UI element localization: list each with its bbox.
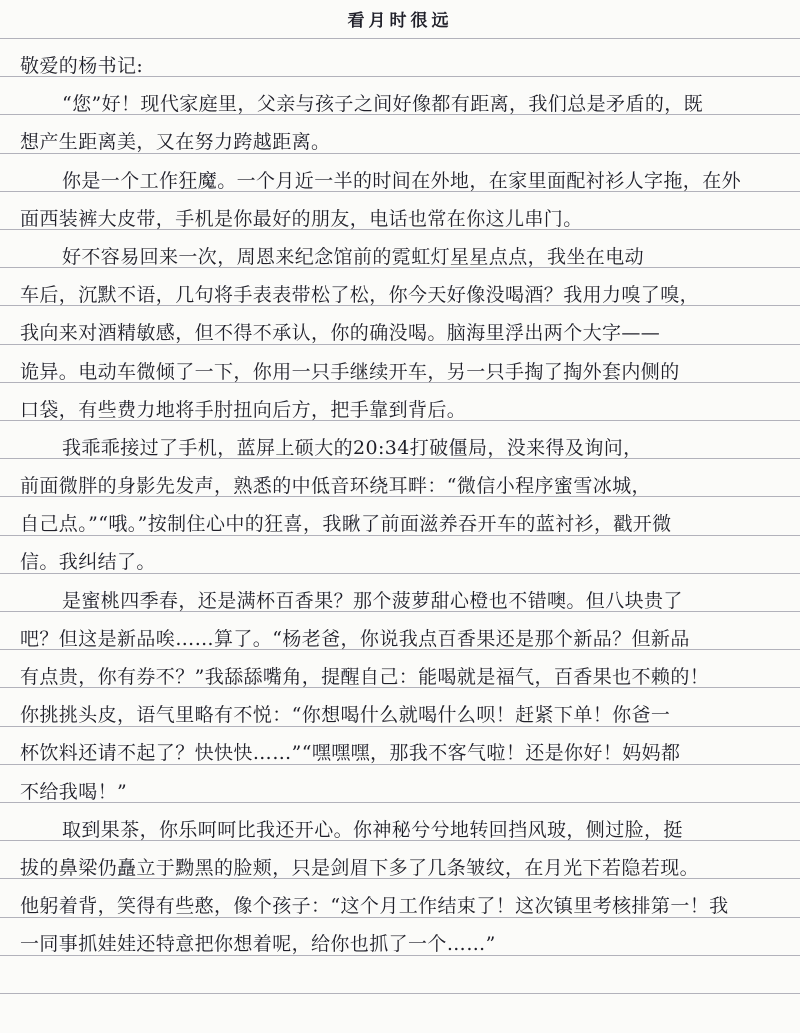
text-line: 你挑挑头皮，语气里略有不悦：“你想喝什么就喝什么呗！赶紧下单！你爸一 xyxy=(20,704,671,727)
text-line: 我乖乖接过了手机，蓝屏上硕大的20:34打破僵局，没来得及询问， xyxy=(62,436,643,459)
text-line: 不给我喝！” xyxy=(20,780,128,803)
text-line: 好不容易回来一次，周恩来纪念馆前的霓虹灯星星点点，我坐在电动 xyxy=(62,245,645,268)
ruled-line xyxy=(0,38,800,39)
text-line: 信。我纠结了。 xyxy=(20,551,156,574)
text-line: 面西装裤大皮带，手机是你最好的朋友，电话也常在你这儿串门。 xyxy=(20,207,583,230)
text-line: 我向来对酒精敏感，但不得不承认，你的确没喝。脑海里浮出两个大字—— xyxy=(20,322,661,345)
text-line: 诡异。电动车微倾了一下，你用一只手继续开车，另一只手掏了掏外套内侧的 xyxy=(20,360,680,383)
text-line: 一同事抓娃娃还特意把你想着呢，给你也抓了一个……” xyxy=(20,933,496,956)
salutation: 敬爱的杨书记: xyxy=(20,55,144,77)
text-line: 前面微胖的身影先发声，熟悉的中低音环绕耳畔：“微信小程序蜜雪冰城， xyxy=(20,475,651,498)
text-line: 有点贵，你有券不？”我舔舔嘴角，提醒自己：能喝就是福气，百香果也不赖的！ xyxy=(20,666,710,688)
text-line: 你是一个工作狂魔。一个月近一半的时间在外地，在家里面配衬衫人字拖，在外 xyxy=(62,169,742,192)
letter-title: 看月时很远 xyxy=(347,11,453,31)
text-line: 杯饮料还请不起了？快快快……”“嘿嘿嘿，那我不客气啦！还是你好！妈妈都 xyxy=(20,742,681,765)
text-line: 取到果茶，你乐呵呵比我还开心。你神秘兮兮地转回挡风玻，侧过脸，挺 xyxy=(62,818,683,841)
text-line: 拔的鼻梁仍矗立于黝黑的脸颊，只是剑眉下多了几条皱纹，在月光下若隐若现。 xyxy=(20,856,700,879)
text-line: 口袋，有些费力地将手肘扭向后方，把手靠到背后。 xyxy=(20,398,467,421)
ruled-line xyxy=(0,993,800,994)
text-line: “您”好！现代家庭里，父亲与孩子之间好像都有距离，我们总是矛盾的，既 xyxy=(62,93,704,116)
text-line: 车后，沉默不语，几句将手表表带松了松，你今天好像没喝酒？我用力嗅了嗅， xyxy=(20,284,700,307)
text-line: 他躬着背，笑得有些憨，像个孩子：“这个月工作结束了！这次镇里考核排第一！我 xyxy=(20,895,729,918)
text-line: 自己点。”“哦。”按制住心中的狂喜，我瞅了前面滋养吞开车的蓝衬衫，戳开微 xyxy=(20,513,672,536)
text-line: 想产生距离美，又在努力跨越距离。 xyxy=(20,131,331,154)
text-line: 是蜜桃四季春，还是满杯百香果？那个菠萝甜心橙也不错噢。但八块贵了 xyxy=(62,589,683,612)
letter-body xyxy=(0,47,800,964)
text-line: 吧？但这是新品唉……算了。“杨老爸，你说我点百香果还是那个新品？但新品 xyxy=(20,627,690,650)
